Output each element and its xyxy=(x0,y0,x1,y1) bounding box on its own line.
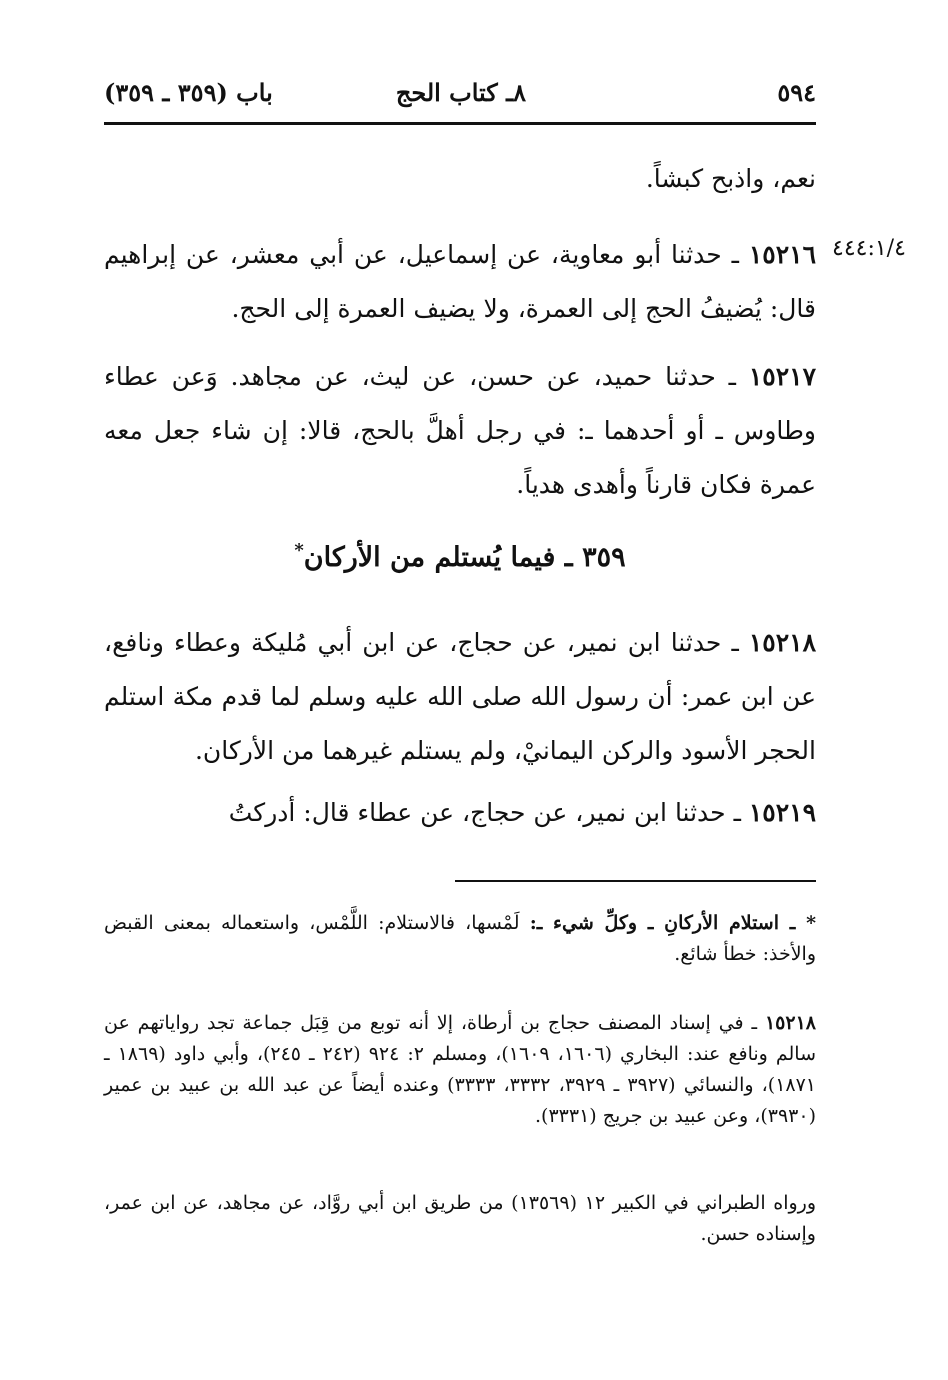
hadith-number: ١٥٢١٨ xyxy=(748,628,816,657)
hadith-text: ـ حدثنا ابن نمير، عن حجاج، عن ابن أبي مُليكة وعطاء ونافع، عن ابن عمر: أن رسول الله صلى الله عليه وسلم لما قدم مكة استلم الحجر الأسود والركن اليمانيْ، ولم يستلم غيرهما من الأركان. xyxy=(104,628,816,765)
hadith-text: ـ حدثنا حميد، عن حسن، عن ليث، عن مجاهد. وَعن عطاء وطاوس ـ أو أحدهما ـ: في رجل أهلَّ بالحج، قالا: إن شاء جعل معه عمرة فكان قارناً وأهدى هدياً. xyxy=(104,362,816,499)
hadith-number: ١٥٢١٧ xyxy=(748,362,816,391)
footnote-tabarani xyxy=(104,1188,816,1250)
page-number: ٥٩٤ xyxy=(777,78,816,107)
section-title xyxy=(104,540,816,573)
hadith-15219 xyxy=(104,786,816,840)
hadith-15217 xyxy=(104,350,816,512)
header-rule xyxy=(104,122,816,125)
page-header xyxy=(104,72,816,112)
footnote-number: ١٥٢١٨ xyxy=(764,1012,816,1034)
footnote-star xyxy=(104,908,816,970)
section-footnote-marker: * xyxy=(294,540,304,561)
footnote-15218 xyxy=(104,1008,816,1132)
footnote-lead: * ـ استلام الأركانِ ـ وكلِّ شيء ـ: xyxy=(529,912,816,934)
hadith-text: ـ حدثنا أبو معاوية، عن إسماعيل، عن أبي معشر، عن إبراهيم قال: يُضيفُ الحج إلى العمرة، ولا يضيف العمرة إلى الحج. xyxy=(104,240,816,323)
footnote-text: ورواه الطبراني في الكبير ١٢ (١٣٥٦٩) من طريق ابن أبي روَّاد، عن مجاهد، عن ابن عمر، وإسناده حسن. xyxy=(104,1192,817,1245)
hadith-15216 xyxy=(104,228,816,336)
hadith-15218 xyxy=(104,616,816,778)
section-title-text: ٣٥٩ ـ فيما يُستلم من الأركان xyxy=(303,542,626,573)
book-title: ٨ـ كتاب الحج xyxy=(395,78,526,107)
hadith-text: ـ حدثنا ابن نمير، عن حجاج، عن عطاء قال: أدركتُ xyxy=(228,798,749,827)
continuation-paragraph xyxy=(104,152,816,206)
hadith-number: ١٥٢١٦ xyxy=(748,240,816,269)
continuation-text: نعم، واذبح كبشاً. xyxy=(645,164,816,193)
margin-reference: ٤٤٤:١/٤ xyxy=(832,236,906,261)
hadith-number: ١٥٢١٩ xyxy=(748,798,816,827)
footnote-rule xyxy=(455,880,816,882)
footnote-text: لَمْسها، فالاستلام: اللَّمْس، واستعماله بمعنى القبض والأخذ: خطأ شائع. xyxy=(104,912,816,965)
footnote-text: ـ في إسناد المصنف حجاج بن أرطاة، إلا أنه توبع من قِبَل جماعة تجد رواياتهم عن سالم ونافع عند: البخاري (١٦٠٦، ١٦٠٩)، ومسلم ٢: ٩٢٤ (٢٤٢ ـ ٢٤٥)، وأبي داود (١٨٦٩ ـ ١٨٧١)، والنسائي (٣٩٢٧ ـ ٣٩٢٩، ٣٣٣٢، ٣٣٣٣) وعنده أيضاً عن عبد الله بن عبيد بن عمير (٣٩٣٠)، وعن عبيد بن جريج (٣٣٣١). xyxy=(104,1012,817,1127)
chapter-range: باب (٣٥٩ ـ ٣٥٩) xyxy=(104,78,273,107)
